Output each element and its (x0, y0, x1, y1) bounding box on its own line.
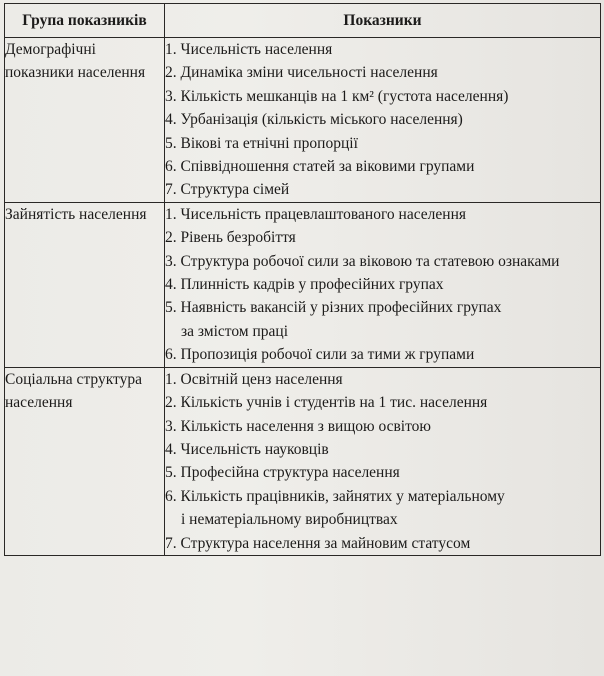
indicator-item-continuation: за змістом праці (181, 322, 289, 340)
indicator-item: 2. Динаміка зміни чисельності населення (165, 64, 438, 82)
group-cell (5, 202, 165, 367)
table-row-employment (5, 202, 601, 367)
indicator-item: 1. Чисельність населення (165, 41, 333, 58)
table-row-social-structure (5, 367, 601, 555)
indicator-item: 6. Пропозиція робочої сили за тими ж групами (165, 346, 475, 364)
column-header-indicators: Показники (165, 4, 601, 38)
group-label: Демографічні (5, 41, 96, 58)
indicator-item: 2. Кількість учнів і студентів на 1 тис. населення (165, 394, 488, 412)
table-row-demographic (5, 38, 601, 203)
indicator-item: 4. Чисельність науковців (165, 440, 329, 458)
group-label: населення (5, 394, 73, 412)
indicator-item: 5. Вікові та етнічні пропорції (165, 134, 358, 152)
indicator-item: 6. Співвідношення статей за віковими групами (165, 158, 475, 176)
indicators-cell (165, 38, 601, 203)
indicator-item: 7. Структура сімей (165, 181, 290, 199)
indicator-item: 4. Плинність кадрів у професійних групах (165, 276, 444, 294)
column-header-group: Група показників (5, 4, 165, 38)
indicators-cell (165, 367, 601, 555)
indicator-item: 3. Кількість мешканців на 1 км² (густота населення) (165, 87, 509, 105)
indicator-item: 5. Наявність вакансій у різних професійних групах (165, 299, 502, 317)
group-label: показники населення (5, 64, 146, 82)
indicator-item: 1. Освітній ценз населення (165, 370, 343, 388)
indicator-item: 4. Урбанізація (кількість міського населення) (165, 111, 463, 129)
table-header-row (5, 4, 601, 38)
indicator-item: 3. Структура робочої сили за віковою та статевою ознаками (165, 252, 560, 270)
indicators-cell (165, 202, 601, 367)
indicator-item: 6. Кількість працівників, зайнятих у матеріальному (165, 487, 505, 505)
indicators-table (4, 3, 601, 556)
indicator-item: 5. Професійна структура населення (165, 464, 400, 482)
indicator-item: 2. Рівень безробіття (165, 229, 296, 247)
group-cell (5, 38, 165, 203)
group-label: Зайнятість населення (5, 205, 147, 223)
indicator-item-continuation: і нематеріальному виробництвах (181, 511, 398, 529)
group-label: Соціальна структура (5, 370, 142, 388)
indicator-item: 7. Структура населення за майновим статусом (165, 534, 471, 552)
indicator-item: 1. Чисельність працевлаштованого населення (165, 205, 466, 223)
indicator-item: 3. Кількість населення з вищою освітою (165, 417, 432, 435)
group-cell (5, 367, 165, 555)
